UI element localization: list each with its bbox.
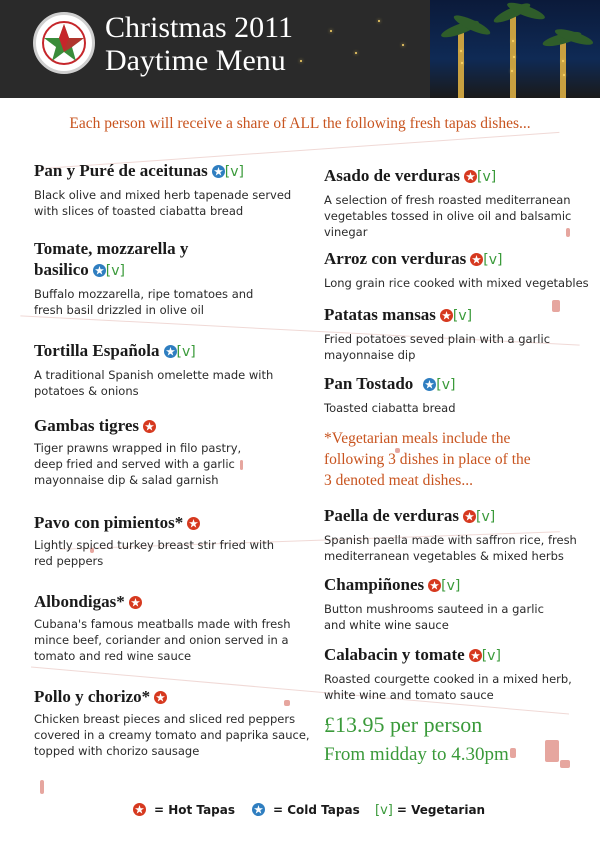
dish-patatas-mansas <box>324 304 600 363</box>
serving-hours: From midday to 4.30pm <box>324 744 509 765</box>
hot-tapas-star-icon <box>428 579 441 592</box>
legend-hot <box>133 803 235 817</box>
vegetarian-note: *Vegetarian meals include the following 3 dishes in place of the 3 denoted meat dishes... <box>324 430 531 489</box>
dish-gambas-tigres <box>34 415 314 488</box>
hot-tapas-star-icon <box>133 803 146 816</box>
star-logo-icon <box>33 12 95 74</box>
vegetarian-marker: [v] <box>105 263 126 279</box>
dish-description: Toasted ciabatta bread <box>324 401 456 415</box>
cold-tapas-star-icon <box>423 378 436 391</box>
dish-pollo-y-chorizo <box>34 686 324 759</box>
menu-title-line1: Christmas 2011 <box>105 11 294 44</box>
dish-description: Long grain rice cooked with mixed vegetables <box>324 276 589 290</box>
vegetarian-marker: [v] <box>441 578 461 594</box>
price-per-person: £13.95 per person <box>324 712 483 737</box>
intro-text: Each person will receive a share of ALL the following fresh tapas dishes... <box>69 115 531 132</box>
dish-pan-tostado <box>324 373 600 416</box>
hot-tapas-star-icon <box>464 170 477 183</box>
vegetarian-marker: [v] <box>224 164 244 180</box>
dish-paella-de-verduras <box>324 505 600 564</box>
vegetarian-marker: [v] <box>483 252 503 268</box>
dish-calabacin-y-tomate <box>324 644 600 703</box>
dish-arroz-con-verduras <box>324 248 600 291</box>
dish-name: Tortilla Española <box>34 341 160 360</box>
palm-trees-photo <box>430 0 600 98</box>
dish-name: Tomate, mozzarella y <box>34 239 189 258</box>
hot-tapas-star-icon <box>470 253 483 266</box>
dish-name: Paella de verduras <box>324 506 460 525</box>
legend-cold <box>252 803 360 817</box>
dish-albondigas <box>34 591 314 664</box>
cold-tapas-star-icon <box>252 803 265 816</box>
dish-name: Champiñones <box>324 575 425 594</box>
dish-name-cont: basilico <box>34 260 89 279</box>
dish-asado-de-verduras <box>324 165 600 240</box>
dish-description: A selection of fresh roasted mediterranean vegetables tossed in olive oil and balsamic vinegar <box>324 193 572 239</box>
dish-description: A traditional Spanish omelette made with potatoes & onions <box>34 368 274 398</box>
dish-name: Pan y Puré de aceitunas <box>34 161 208 180</box>
dish-tortilla-espanola <box>34 340 314 399</box>
dish-name: Asado de verduras <box>324 166 461 185</box>
vegetarian-marker: [v] <box>452 308 473 324</box>
vegetarian-marker: [v] <box>436 377 456 393</box>
dish-description: Chicken breast pieces and sliced red peppers covered in a creamy tomato and paprika sauce, topped with chorizo sausage <box>34 712 310 758</box>
dish-description: Tiger prawns wrapped in filo pastry, deep fried and served with a garlic mayonnaise dip & salad garnish <box>34 441 242 487</box>
dish-name: Calabacin y tomate <box>324 645 465 664</box>
dish-description: Black olive and mixed herb tapenade served with slices of toasted ciabatta bread <box>34 188 292 218</box>
hot-tapas-star-icon <box>469 649 482 662</box>
dish-champinones <box>324 574 600 633</box>
hot-tapas-star-icon <box>440 309 453 322</box>
dish-description: Lightly spiced turkey breast stir fried with red peppers <box>34 538 275 568</box>
hot-tapas-star-icon <box>154 691 167 704</box>
dish-pan-y-pure <box>34 160 314 219</box>
dish-description: Buffalo mozzarella, ripe tomatoes and fresh basil drizzled in olive oil <box>34 287 254 317</box>
cold-tapas-star-icon <box>93 264 106 277</box>
dish-name: Gambas tigres <box>34 416 139 435</box>
dish-description: Spanish paella made with saffron rice, fresh mediterranean vegetables & mixed herbs <box>324 533 577 563</box>
hot-tapas-star-icon <box>129 596 142 609</box>
legend-vegetarian <box>375 803 485 818</box>
legend-veg-symbol: [v] <box>375 803 393 818</box>
hot-tapas-star-icon <box>463 510 476 523</box>
dish-name: Arroz con verduras <box>324 249 467 268</box>
dish-description: Button mushrooms sauteed in a garlic and white wine sauce <box>324 602 544 632</box>
vegetarian-marker: [v] <box>477 169 497 185</box>
menu-title-line2: Daytime Menu <box>105 44 286 77</box>
cold-tapas-star-icon <box>164 345 177 358</box>
cold-tapas-star-icon <box>212 165 225 178</box>
legend-veg-label: = Vegetarian <box>396 803 486 817</box>
legend-hot-label: = Hot Tapas <box>154 803 235 817</box>
hot-tapas-star-icon <box>187 517 200 530</box>
vegetarian-marker: [v] <box>476 509 496 525</box>
dish-description: Fried potatoes seved plain with a garlic mayonnaise dip <box>324 332 551 362</box>
dish-pavo-con-pimientos <box>34 512 314 569</box>
dish-name: Patatas mansas <box>324 305 436 324</box>
vegetarian-marker: [v] <box>481 648 501 664</box>
dish-name: Pollo y chorizo* <box>34 687 151 706</box>
dish-name: Pan Tostado <box>324 374 414 393</box>
dish-description: Cubana's famous meatballs made with fresh mince beef, coriander and onion served in a tomato and red wine sauce <box>34 617 291 663</box>
dish-name: Albondigas* <box>34 592 125 611</box>
vegetarian-marker: [v] <box>176 344 196 360</box>
header-banner <box>0 0 600 98</box>
dish-description: Roasted courgette cooked in a mixed herb, white wine and tomato sauce <box>324 672 572 702</box>
dish-tomate-mozzarella <box>34 238 314 318</box>
dish-name: Pavo con pimientos* <box>34 513 184 532</box>
hot-tapas-star-icon <box>143 420 156 433</box>
legend-cold-label: = Cold Tapas <box>273 803 360 817</box>
